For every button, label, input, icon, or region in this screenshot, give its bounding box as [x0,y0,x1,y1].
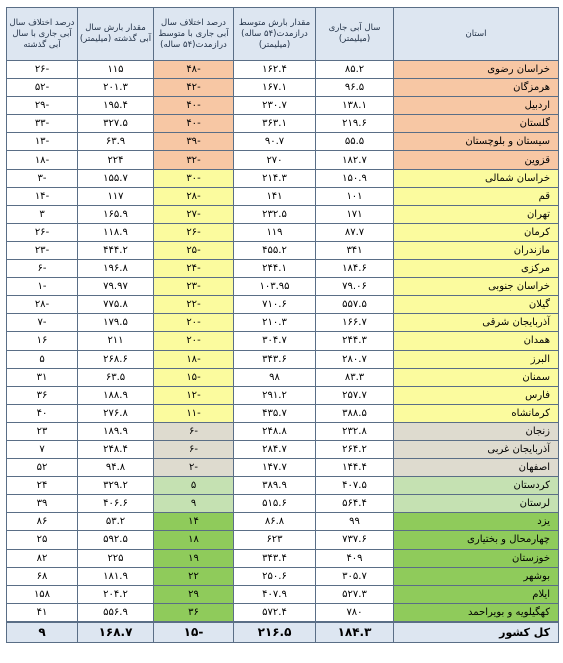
diff-last-year-cell: -۲۶ [7,61,78,79]
long-term-average-cell: ۳۰۴.۷ [234,332,316,350]
diff-last-year-cell: ۵ [7,350,78,368]
table-row [7,115,559,133]
current-year-cell: ۵۵.۵ [316,133,394,151]
last-year-cell: ۲۰۴.۲ [78,585,154,603]
province-cell: مازندران [394,241,559,259]
province-cell: آذربایجان غربی [394,440,559,458]
current-year-cell: ۳۰۵.۷ [316,567,394,585]
diff-last-year-cell: -۳ [7,169,78,187]
table-row [7,549,559,567]
current-year-cell: ۷۸۰ [316,603,394,622]
diff-long-term-cell: -۲۴ [154,260,234,278]
province-cell: کردستان [394,477,559,495]
diff-long-term-cell: ۱۹ [154,549,234,567]
current-year-cell: ۹۹ [316,513,394,531]
table-row [7,169,559,187]
table-row [7,205,559,223]
province-cell: سیستان و بلوچستان [394,133,559,151]
current-year-cell: ۲۱۹.۶ [316,115,394,133]
province-cell: بوشهر [394,567,559,585]
diff-long-term-cell: -۱۱ [154,404,234,422]
last-year-cell: ۳۲۷.۵ [78,115,154,133]
total-diff-long-term-cell: -۱۵ [154,622,234,643]
header-current-year: سال آبی جاری (میلیمتر) [316,8,394,61]
last-year-cell: ۵۳.۲ [78,513,154,531]
diff-long-term-cell: ۲۲ [154,567,234,585]
long-term-average-cell: ۳۴۳.۴ [234,549,316,567]
table-row [7,133,559,151]
long-term-average-cell: ۵۱۵.۶ [234,495,316,513]
long-term-average-cell: ۵۷۲.۴ [234,603,316,622]
long-term-average-cell: ۴۰۷.۹ [234,585,316,603]
last-year-cell: ۷۷۵.۸ [78,296,154,314]
current-year-cell: ۴۰۷.۵ [316,477,394,495]
table-row [7,459,559,477]
diff-last-year-cell: -۲۹ [7,97,78,115]
province-cell: مرکزی [394,260,559,278]
table-row [7,61,559,79]
province-cell: گلستان [394,115,559,133]
province-cell: البرز [394,350,559,368]
long-term-average-cell: ۶۲۳ [234,531,316,549]
current-year-cell: ۳۸۸.۵ [316,404,394,422]
last-year-cell: ۱۸۹.۹ [78,422,154,440]
diff-long-term-cell: -۲۲ [154,296,234,314]
table-row [7,151,559,169]
long-term-average-cell: ۲۴۴.۱ [234,260,316,278]
last-year-cell: ۱۷۹.۵ [78,314,154,332]
last-year-cell: ۲۶۸.۶ [78,350,154,368]
diff-long-term-cell: ۵ [154,477,234,495]
diff-long-term-cell: -۲۷ [154,205,234,223]
diff-long-term-cell: -۳۰ [154,169,234,187]
last-year-cell: ۱۹۵.۴ [78,97,154,115]
diff-long-term-cell: ۹ [154,495,234,513]
diff-long-term-cell: ۱۴ [154,513,234,531]
current-year-cell: ۵۵۷.۵ [316,296,394,314]
last-year-cell: ۱۸۱.۹ [78,567,154,585]
diff-long-term-cell: -۶ [154,422,234,440]
long-term-average-cell: ۲۱۴.۳ [234,169,316,187]
long-term-average-cell: ۲۳۰.۷ [234,97,316,115]
last-year-cell: ۲۰۱.۳ [78,79,154,97]
table-row [7,332,559,350]
long-term-average-cell: ۴۵۵.۲ [234,241,316,259]
table-row [7,513,559,531]
total-current-year-cell: ۱۸۴.۳ [316,622,394,643]
current-year-cell: ۱۸۲.۷ [316,151,394,169]
current-year-cell: ۴۰۹ [316,549,394,567]
province-cell: کهگیلویه و بویراحمد [394,603,559,622]
last-year-cell: ۲۱۱ [78,332,154,350]
diff-long-term-cell: -۱۵ [154,368,234,386]
last-year-cell: ۳۲۹.۲ [78,477,154,495]
table-row [7,350,559,368]
current-year-cell: ۲۵۷.۷ [316,386,394,404]
current-year-cell: ۷۹.۰۶ [316,278,394,296]
diff-long-term-cell: ۱۸ [154,531,234,549]
table-row [7,314,559,332]
last-year-cell: ۱۶۵.۹ [78,205,154,223]
diff-long-term-cell: -۳۲ [154,151,234,169]
current-year-cell: ۱۴۴.۴ [316,459,394,477]
diff-long-term-cell: -۲ [154,459,234,477]
table-row [7,404,559,422]
diff-last-year-cell: ۷ [7,440,78,458]
long-term-average-cell: ۲۹۱.۲ [234,386,316,404]
long-term-average-cell: ۲۷۰ [234,151,316,169]
province-cell: کرمان [394,223,559,241]
diff-long-term-cell: -۱۸ [154,350,234,368]
province-cell: خراسان رضوی [394,61,559,79]
table-row [7,296,559,314]
diff-last-year-cell: ۲۳ [7,422,78,440]
last-year-cell: ۵۵۶.۹ [78,603,154,622]
province-cell: سمنان [394,368,559,386]
diff-last-year-cell: ۳۶ [7,386,78,404]
province-cell: آذربایجان شرقی [394,314,559,332]
table-row [7,368,559,386]
current-year-cell: ۱۳۸.۱ [316,97,394,115]
diff-last-year-cell: ۵۲ [7,459,78,477]
long-term-average-cell: ۱۰۳.۹۵ [234,278,316,296]
current-year-cell: ۱۵۰.۹ [316,169,394,187]
table-row [7,241,559,259]
long-term-average-cell: ۴۳۵.۷ [234,404,316,422]
total-long-term-average-cell: ۲۱۶.۵ [234,622,316,643]
table-row [7,603,559,622]
long-term-average-cell: ۱۶۷.۱ [234,79,316,97]
diff-last-year-cell: ۱۵۸ [7,585,78,603]
table-row [7,79,559,97]
last-year-cell: ۴۰۶.۶ [78,495,154,513]
diff-last-year-cell: -۳۳ [7,115,78,133]
long-term-average-cell: ۲۵۰.۶ [234,567,316,585]
last-year-cell: ۱۱۸.۹ [78,223,154,241]
diff-last-year-cell: -۶ [7,260,78,278]
diff-last-year-cell: -۱۳ [7,133,78,151]
diff-last-year-cell: ۴۰ [7,404,78,422]
diff-last-year-cell: -۷ [7,314,78,332]
province-cell: زنجان [394,422,559,440]
diff-long-term-cell: -۴۰ [154,97,234,115]
last-year-cell: ۹۴.۸ [78,459,154,477]
diff-long-term-cell: -۲۸ [154,187,234,205]
province-cell: گیلان [394,296,559,314]
last-year-cell: ۶۳.۵ [78,368,154,386]
diff-last-year-cell: ۳ [7,205,78,223]
table-row [7,495,559,513]
current-year-cell: ۸۳.۳ [316,368,394,386]
province-cell: اردبیل [394,97,559,115]
province-cell: اصفهان [394,459,559,477]
last-year-cell: ۱۵۵.۷ [78,169,154,187]
last-year-cell: ۱۱۷ [78,187,154,205]
total-last-year-cell: ۱۶۸.۷ [78,622,154,643]
diff-last-year-cell: ۸۲ [7,549,78,567]
diff-last-year-cell: ۲۴ [7,477,78,495]
table-row [7,187,559,205]
long-term-average-cell: ۹۰.۷ [234,133,316,151]
diff-last-year-cell: -۱۴ [7,187,78,205]
province-cell: قزوین [394,151,559,169]
last-year-cell: ۱۱۵ [78,61,154,79]
rainfall-table [6,7,559,643]
table-row [7,386,559,404]
current-year-cell: ۳۴۱ [316,241,394,259]
diff-long-term-cell: -۴۰ [154,115,234,133]
table-row [7,567,559,585]
table-row [7,278,559,296]
last-year-cell: ۱۹۶.۸ [78,260,154,278]
diff-last-year-cell: ۴۱ [7,603,78,622]
province-cell: ایلام [394,585,559,603]
diff-long-term-cell: -۲۰ [154,314,234,332]
table-row [7,422,559,440]
diff-last-year-cell: ۳۱ [7,368,78,386]
diff-last-year-cell: -۲۸ [7,296,78,314]
table-row [7,531,559,549]
diff-long-term-cell: ۲۹ [154,585,234,603]
diff-last-year-cell: ۸۶ [7,513,78,531]
rainfall-table-container [6,7,558,643]
long-term-average-cell: ۲۸۴.۷ [234,440,316,458]
current-year-cell: ۱۶۶.۷ [316,314,394,332]
current-year-cell: ۸۵.۲ [316,61,394,79]
diff-last-year-cell: ۱۶ [7,332,78,350]
diff-long-term-cell: -۲۶ [154,223,234,241]
current-year-cell: ۵۲۷.۳ [316,585,394,603]
total-row [7,622,559,643]
diff-long-term-cell: -۱۲ [154,386,234,404]
diff-last-year-cell: ۶۸ [7,567,78,585]
long-term-average-cell: ۲۳۲.۵ [234,205,316,223]
province-cell: قم [394,187,559,205]
long-term-average-cell: ۲۴۸.۸ [234,422,316,440]
current-year-cell: ۱۸۴.۶ [316,260,394,278]
current-year-cell: ۲۸۰.۷ [316,350,394,368]
header-province: استان [394,8,559,61]
province-cell: خراسان شمالی [394,169,559,187]
diff-long-term-cell: -۴۲ [154,79,234,97]
diff-last-year-cell: ۲۵ [7,531,78,549]
diff-long-term-cell: -۳۹ [154,133,234,151]
province-cell: فارس [394,386,559,404]
diff-long-term-cell: -۴۸ [154,61,234,79]
long-term-average-cell: ۸۶.۸ [234,513,316,531]
last-year-cell: ۱۸۸.۹ [78,386,154,404]
last-year-cell: ۶۳.۹ [78,133,154,151]
province-cell: کرمانشاه [394,404,559,422]
current-year-cell: ۸۷.۷ [316,223,394,241]
diff-long-term-cell: -۲۳ [154,278,234,296]
table-row [7,260,559,278]
diff-last-year-cell: -۱ [7,278,78,296]
diff-last-year-cell: ۳۹ [7,495,78,513]
total-diff-last-year-cell: ۹ [7,622,78,643]
long-term-average-cell: ۳۶۳.۱ [234,115,316,133]
last-year-cell: ۲۲۵ [78,549,154,567]
current-year-cell: ۹۶.۵ [316,79,394,97]
long-term-average-cell: ۱۶۲.۴ [234,61,316,79]
province-cell: خوزستان [394,549,559,567]
header-row [7,8,559,61]
diff-last-year-cell: -۱۸ [7,151,78,169]
header-last-year: مقدار بارش سال آبی گذشته (میلیمتر) [78,8,154,61]
diff-long-term-cell: ۳۶ [154,603,234,622]
total-province-cell: کل کشور [394,622,559,643]
long-term-average-cell: ۱۱۹ [234,223,316,241]
long-term-average-cell: ۳۴۳.۶ [234,350,316,368]
current-year-cell: ۱۰۱ [316,187,394,205]
province-cell: خراسان جنوبی [394,278,559,296]
table-row [7,97,559,115]
province-cell: همدان [394,332,559,350]
last-year-cell: ۵۹۲.۵ [78,531,154,549]
table-row [7,223,559,241]
province-cell: چهارمحال و بختیاری [394,531,559,549]
current-year-cell: ۲۴۴.۳ [316,332,394,350]
last-year-cell: ۲۲۴ [78,151,154,169]
header-diff-long-term: درصد اختلاف سال آبی جاری با متوسط درازمدت(۵۴ ساله) [154,8,234,61]
province-cell: لرستان [394,495,559,513]
header-long-term-average: مقدار بارش متوسط درازمدت(۵۴ ساله) (میلیمتر) [234,8,316,61]
long-term-average-cell: ۱۴۷.۷ [234,459,316,477]
last-year-cell: ۲۷۶.۸ [78,404,154,422]
header-diff-last-year: درصد اختلاف سال آبی جاری با سال آبی گذشته [7,8,78,61]
diff-last-year-cell: -۵۲ [7,79,78,97]
current-year-cell: ۵۶۴.۴ [316,495,394,513]
current-year-cell: ۲۶۴.۲ [316,440,394,458]
province-cell: تهران [394,205,559,223]
table-row [7,585,559,603]
province-cell: یزد [394,513,559,531]
current-year-cell: ۲۳۲.۸ [316,422,394,440]
diff-last-year-cell: -۲۳ [7,241,78,259]
current-year-cell: ۷۳۷.۶ [316,531,394,549]
table-row [7,477,559,495]
current-year-cell: ۱۷۱ [316,205,394,223]
diff-long-term-cell: -۲۰ [154,332,234,350]
long-term-average-cell: ۳۸۹.۹ [234,477,316,495]
last-year-cell: ۴۴۴.۲ [78,241,154,259]
diff-long-term-cell: -۶ [154,440,234,458]
diff-last-year-cell: -۲۶ [7,223,78,241]
table-row [7,440,559,458]
table-body [7,61,559,643]
long-term-average-cell: ۹۸ [234,368,316,386]
diff-long-term-cell: -۲۵ [154,241,234,259]
long-term-average-cell: ۷۱۰.۶ [234,296,316,314]
last-year-cell: ۷۹.۹۷ [78,278,154,296]
province-cell: هرمزگان [394,79,559,97]
long-term-average-cell: ۲۱۰.۳ [234,314,316,332]
long-term-average-cell: ۱۴۱ [234,187,316,205]
last-year-cell: ۲۴۸.۴ [78,440,154,458]
